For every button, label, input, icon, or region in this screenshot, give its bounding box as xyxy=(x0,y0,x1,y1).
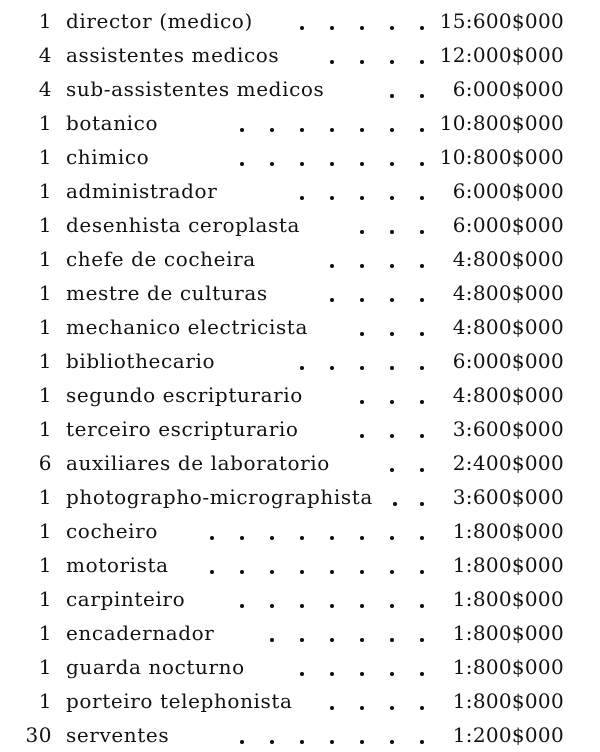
leader-dot xyxy=(240,740,244,744)
quantity: 1 xyxy=(38,417,52,441)
leader-dot xyxy=(390,26,394,30)
leader-dot xyxy=(300,536,304,540)
list-item xyxy=(0,582,600,616)
leader-dot xyxy=(390,230,394,234)
leader-dot xyxy=(390,638,394,642)
leader-dot xyxy=(300,162,304,166)
leader-dot xyxy=(360,400,364,404)
role-label: encadernador xyxy=(66,621,215,645)
quantity: 1 xyxy=(38,621,52,645)
leader-dot xyxy=(420,162,424,166)
salary-amount: 6:000$000 xyxy=(452,77,564,101)
salary-amount: 1:800$000 xyxy=(452,621,564,645)
leader-dot xyxy=(330,60,334,64)
leader-dot xyxy=(420,264,424,268)
leader-dot xyxy=(393,502,397,506)
leader-dot xyxy=(390,128,394,132)
quantity: 1 xyxy=(38,553,52,577)
role-label: mechanico electricista xyxy=(66,315,308,339)
quantity: 4 xyxy=(38,43,52,67)
quantity: 1 xyxy=(38,213,52,237)
leader-dot xyxy=(330,638,334,642)
leader-dot xyxy=(210,536,214,540)
leader-dot xyxy=(300,570,304,574)
role-label: auxiliares de laboratorio xyxy=(66,451,330,475)
role-label: porteiro telephonista xyxy=(66,689,293,713)
role-label: serventes xyxy=(66,723,170,747)
leader-dot xyxy=(360,672,364,676)
quantity: 1 xyxy=(38,519,52,543)
leader-dot xyxy=(420,570,424,574)
leader-dot xyxy=(360,536,364,540)
leader-dot xyxy=(360,26,364,30)
leader-dot xyxy=(390,468,394,472)
leader-dot xyxy=(420,740,424,744)
list-item xyxy=(0,38,600,72)
salary-amount: 10:800$000 xyxy=(439,111,564,135)
leader-dot xyxy=(270,740,274,744)
role-label: desenhista ceroplasta xyxy=(66,213,301,237)
leader-dot xyxy=(240,570,244,574)
salary-amount: 6:000$000 xyxy=(452,349,564,373)
leader-dot xyxy=(330,128,334,132)
leader-dot xyxy=(420,604,424,608)
salary-amount: 15:600$000 xyxy=(439,9,564,33)
leader-dot xyxy=(360,434,364,438)
leader-dot xyxy=(330,570,334,574)
role-label: bibliothecario xyxy=(66,349,216,373)
leader-dot xyxy=(240,128,244,132)
leader-dot xyxy=(420,366,424,370)
leader-dot xyxy=(420,400,424,404)
leader-dot xyxy=(420,672,424,676)
list-item xyxy=(0,344,600,378)
leader-dot xyxy=(390,94,394,98)
leader-dot xyxy=(390,264,394,268)
leader-dot xyxy=(360,366,364,370)
leader-dot xyxy=(390,162,394,166)
salary-amount: 4:800$000 xyxy=(452,247,564,271)
leader-dot xyxy=(390,400,394,404)
quantity: 1 xyxy=(38,587,52,611)
list-item xyxy=(0,310,600,344)
quantity: 1 xyxy=(38,281,52,305)
leader-dot xyxy=(270,604,274,608)
leader-dot xyxy=(420,60,424,64)
role-label: sub-assistentes medicos xyxy=(66,77,325,101)
list-item xyxy=(0,140,600,174)
leader-dot xyxy=(420,536,424,540)
list-item xyxy=(0,72,600,106)
salary-amount: 1:200$000 xyxy=(452,723,564,747)
leader-dot xyxy=(420,26,424,30)
leader-dot xyxy=(300,604,304,608)
role-label: assistentes medicos xyxy=(66,43,280,67)
leader-dot xyxy=(390,366,394,370)
leader-dot xyxy=(420,128,424,132)
leader-dot xyxy=(300,366,304,370)
salary-amount: 1:800$000 xyxy=(452,587,564,611)
list-item xyxy=(0,174,600,208)
list-item xyxy=(0,378,600,412)
leader-dot xyxy=(300,128,304,132)
leader-dot xyxy=(360,332,364,336)
role-label: chimico xyxy=(66,145,150,169)
role-label: photographo-micrographista xyxy=(66,485,373,509)
salary-amount: 4:800$000 xyxy=(452,383,564,407)
salary-amount: 6:000$000 xyxy=(452,213,564,237)
leader-dot xyxy=(330,706,334,710)
list-item xyxy=(0,548,600,582)
quantity: 1 xyxy=(38,247,52,271)
role-label: motorista xyxy=(66,553,169,577)
leader-dot xyxy=(390,604,394,608)
salary-amount: 6:000$000 xyxy=(452,179,564,203)
list-item xyxy=(0,242,600,276)
salary-amount: 10:800$000 xyxy=(439,145,564,169)
salary-amount: 1:800$000 xyxy=(452,655,564,679)
leader-dot xyxy=(300,672,304,676)
leader-dot xyxy=(270,128,274,132)
leader-dot xyxy=(270,570,274,574)
leader-dot xyxy=(390,332,394,336)
leader-dot xyxy=(390,706,394,710)
leader-dot xyxy=(360,162,364,166)
leader-dot xyxy=(330,264,334,268)
quantity: 1 xyxy=(38,145,52,169)
leader-dot xyxy=(420,230,424,234)
salary-amount: 3:600$000 xyxy=(452,417,564,441)
salary-amount: 1:800$000 xyxy=(452,689,564,713)
role-label: chefe de cocheira xyxy=(66,247,256,271)
quantity: 1 xyxy=(38,349,52,373)
leader-dot xyxy=(360,604,364,608)
quantity: 1 xyxy=(38,179,52,203)
leader-dot xyxy=(390,434,394,438)
list-item xyxy=(0,276,600,310)
leader-dot xyxy=(420,332,424,336)
leader-dot xyxy=(330,604,334,608)
leader-dot xyxy=(360,60,364,64)
leader-dot xyxy=(390,298,394,302)
role-label: guarda nocturno xyxy=(66,655,245,679)
leader-dot xyxy=(330,298,334,302)
leader-dot xyxy=(390,60,394,64)
leader-dot xyxy=(390,740,394,744)
leader-dot xyxy=(240,536,244,540)
list-item xyxy=(0,616,600,650)
leader-dot xyxy=(390,570,394,574)
leader-dot xyxy=(330,196,334,200)
leader-dot xyxy=(270,536,274,540)
leader-dot xyxy=(390,672,394,676)
list-item xyxy=(0,4,600,38)
leader-dot xyxy=(360,196,364,200)
salary-amount: 3:600$000 xyxy=(452,485,564,509)
leader-dot xyxy=(420,298,424,302)
salary-amount: 2:400$000 xyxy=(452,451,564,475)
list-item xyxy=(0,650,600,684)
salary-amount: 12:000$000 xyxy=(439,43,564,67)
quantity: 1 xyxy=(38,689,52,713)
staff-salary-list xyxy=(0,4,600,752)
list-item xyxy=(0,718,600,752)
list-item xyxy=(0,480,600,514)
quantity: 30 xyxy=(25,723,52,747)
list-item xyxy=(0,514,600,548)
leader-dot xyxy=(300,196,304,200)
leader-dot xyxy=(300,26,304,30)
leader-dot xyxy=(360,706,364,710)
leader-dot xyxy=(360,298,364,302)
leader-dot xyxy=(420,468,424,472)
leader-dot xyxy=(240,162,244,166)
quantity: 1 xyxy=(38,383,52,407)
leader-dot xyxy=(360,230,364,234)
role-label: mestre de culturas xyxy=(66,281,268,305)
leader-dot xyxy=(420,638,424,642)
leader-dot xyxy=(210,570,214,574)
leader-dot xyxy=(360,264,364,268)
leader-dot xyxy=(330,536,334,540)
leader-dot xyxy=(390,196,394,200)
leader-dot xyxy=(330,740,334,744)
list-item xyxy=(0,684,600,718)
list-item xyxy=(0,412,600,446)
quantity: 1 xyxy=(38,655,52,679)
leader-dot xyxy=(300,740,304,744)
role-label: terceiro escripturario xyxy=(66,417,299,441)
leader-dot xyxy=(330,162,334,166)
salary-amount: 4:800$000 xyxy=(452,281,564,305)
leader-dot xyxy=(330,366,334,370)
leader-dot xyxy=(420,196,424,200)
salary-amount: 1:800$000 xyxy=(452,553,564,577)
leader-dot xyxy=(390,536,394,540)
salary-amount: 4:800$000 xyxy=(452,315,564,339)
leader-dot xyxy=(330,26,334,30)
leader-dot xyxy=(360,740,364,744)
list-item xyxy=(0,106,600,140)
list-item xyxy=(0,446,600,480)
list-item xyxy=(0,208,600,242)
quantity: 1 xyxy=(38,315,52,339)
leader-dot xyxy=(360,128,364,132)
leader-dot xyxy=(420,94,424,98)
role-label: cocheiro xyxy=(66,519,158,543)
quantity: 6 xyxy=(38,451,52,475)
leader-dot xyxy=(420,502,424,506)
quantity: 1 xyxy=(38,485,52,509)
quantity: 1 xyxy=(38,9,52,33)
leader-dot xyxy=(330,672,334,676)
leader-dot xyxy=(270,638,274,642)
leader-dot xyxy=(420,706,424,710)
leader-dot xyxy=(360,570,364,574)
leader-dot xyxy=(300,638,304,642)
role-label: administrador xyxy=(66,179,218,203)
quantity: 1 xyxy=(38,111,52,135)
leader-dot xyxy=(240,604,244,608)
role-label: segundo escripturario xyxy=(66,383,303,407)
role-label: botanico xyxy=(66,111,159,135)
quantity: 4 xyxy=(38,77,52,101)
salary-amount: 1:800$000 xyxy=(452,519,564,543)
role-label: carpinteiro xyxy=(66,587,186,611)
leader-dot xyxy=(270,162,274,166)
role-label: director (medico) xyxy=(66,9,253,33)
leader-dot xyxy=(360,638,364,642)
leader-dot xyxy=(420,434,424,438)
